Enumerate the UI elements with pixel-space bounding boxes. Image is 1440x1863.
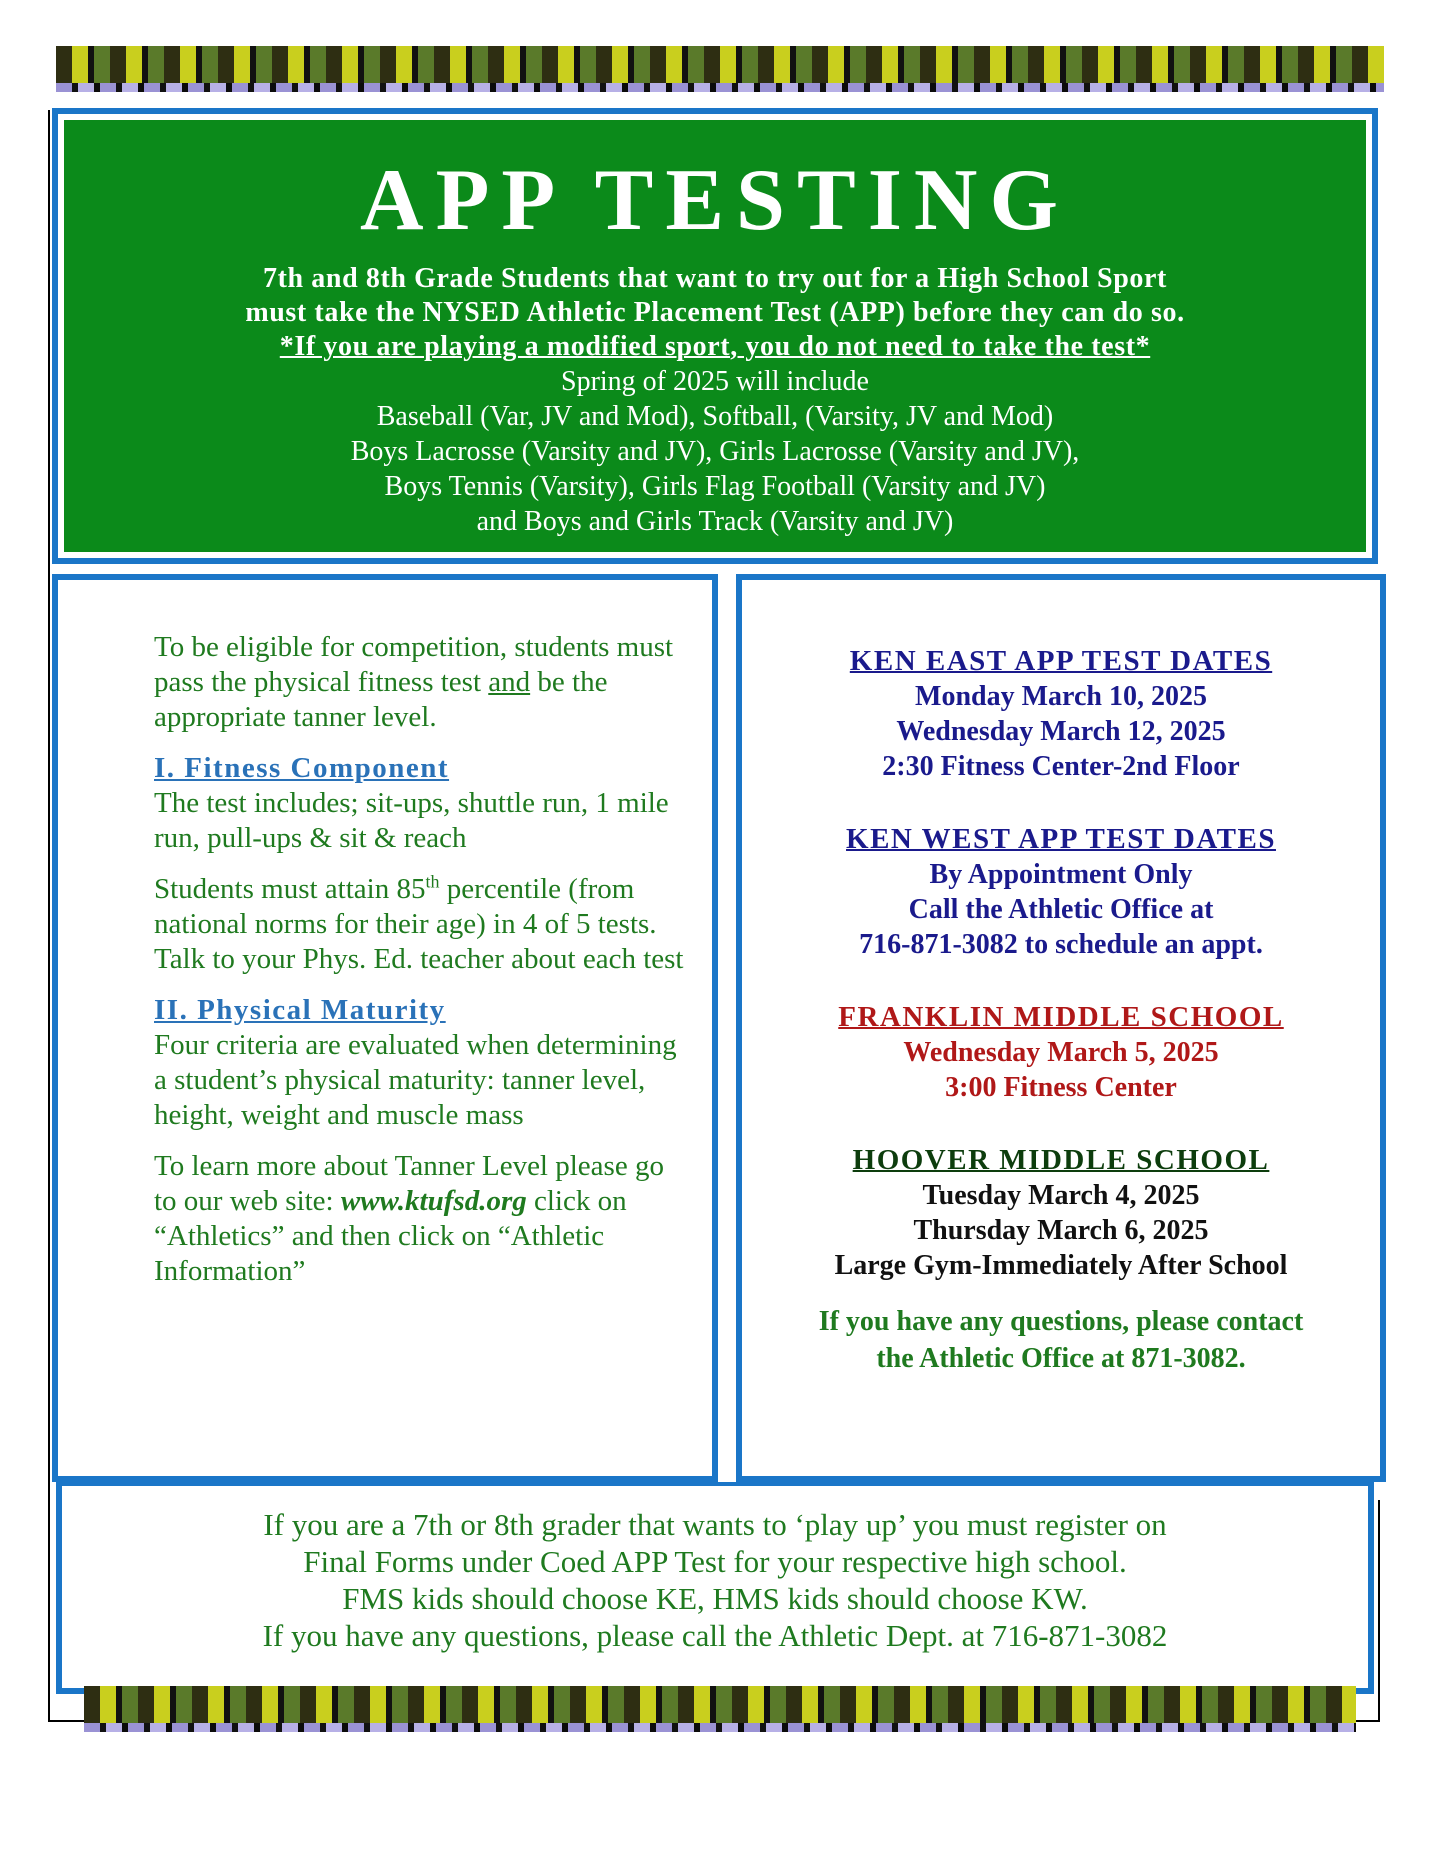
header-panel — [52, 108, 1378, 564]
sports-line: Boys Lacrosse (Varsity and JV), Girls Lacrosse (Varsity and JV), — [350, 436, 1080, 467]
sports-line: Boys Tennis (Varsity), Girls Flag Football (Varsity and JV) — [384, 471, 1046, 502]
fitness-heading: I. Fitness Component — [154, 752, 450, 784]
schedule-line: By Appointment Only — [929, 859, 1193, 890]
modified-sport-notice: *If you are playing a modified sport, you do not need to take the test* — [279, 331, 1151, 362]
page-title: APP TESTING — [360, 152, 1070, 249]
learn-more-text: To learn more about Tanner Level please go to our web site: www.ktufsd.org click on “Athletics” and then click on “Athletic Information” — [154, 1150, 664, 1287]
contact-line: the Athletic Office at 871-3082. — [876, 1343, 1246, 1374]
registration-panel — [56, 1482, 1374, 1694]
frame-line — [1378, 1500, 1380, 1722]
schedule-line: Wednesday March 5, 2025 — [903, 1037, 1219, 1068]
ken-east-dates — [742, 644, 1380, 784]
maturity-heading: II. Physical Maturity — [154, 994, 446, 1026]
test-dates-panel — [736, 574, 1386, 1482]
ken-west-heading: KEN WEST APP TEST DATES — [846, 823, 1276, 855]
hoover-heading: HOOVER MIDDLE SCHOOL — [852, 1144, 1270, 1176]
schedule-line: 2:30 Fitness Center-2nd Floor — [882, 751, 1240, 782]
franklin-heading: FRANKLIN MIDDLE SCHOOL — [838, 1001, 1284, 1033]
percentile-text: Students must attain 85th percentile (from national norms for their age) in 4 of 5 tests. Talk to your Phys. Ed. teacher about each test — [154, 871, 684, 975]
schedule-line: 716-871-3082 to schedule an appt. — [859, 929, 1263, 960]
ken-east-heading: KEN EAST APP TEST DATES — [849, 645, 1273, 677]
header-banner — [64, 120, 1366, 552]
schedule-line: Wednesday March 12, 2025 — [896, 716, 1226, 747]
frame-line — [48, 110, 50, 1722]
sports-line: and Boys and Girls Track (Varsity and JV) — [476, 506, 954, 537]
ken-west-dates — [742, 822, 1380, 962]
franklin-dates — [742, 1000, 1380, 1105]
footer-line: If you are a 7th or 8th grader that wants to ‘play up’ you must register on — [263, 1507, 1167, 1542]
schedule-line: Tuesday March 4, 2025 — [922, 1180, 1200, 1211]
schedule-line: Monday March 10, 2025 — [915, 681, 1207, 712]
schedule-line: 3:00 Fitness Center — [945, 1072, 1177, 1103]
schedule-line: Large Gym-Immediately After School — [834, 1250, 1288, 1281]
sports-line: Spring of 2025 will include — [561, 366, 869, 397]
footer-line: If you have any questions, please call the Athletic Dept. at 716-871-3082 — [262, 1618, 1168, 1653]
maturity-text: Four criteria are evaluated when determining a student’s physical maturity: tanner level, height, weight and muscle mass — [154, 1029, 677, 1131]
top-checker-border — [56, 46, 1384, 92]
contact-line: If you have any questions, please contact — [818, 1306, 1304, 1337]
hoover-dates — [742, 1143, 1380, 1283]
footer-line: Final Forms under Coed APP Test for your respective high school. — [303, 1544, 1127, 1579]
fitness-text: The test includes; sit-ups, shuttle run, 1 mile run, pull-ups & sit & reach — [154, 787, 669, 854]
footer-line: FMS kids should choose KE, HMS kids should choose KW. — [342, 1581, 1088, 1616]
schedule-line: Call the Athletic Office at — [908, 894, 1214, 925]
schedule-line: Thursday March 6, 2025 — [913, 1215, 1209, 1246]
bottom-checker-border — [84, 1686, 1356, 1732]
intro-line: must take the NYSED Athletic Placement Test (APP) before they can do so. — [245, 297, 1185, 328]
eligibility-panel — [52, 574, 718, 1482]
intro-line: 7th and 8th Grade Students that want to try out for a High School Sport — [263, 263, 1167, 294]
website-link[interactable]: www.ktufsd.org — [340, 1185, 527, 1217]
eligibility-text: To be eligible for competition, students must pass the physical fitness test and be the appropriate tanner level. — [154, 631, 674, 733]
sports-line: Baseball (Var, JV and Mod), Softball, (Varsity, JV and Mod) — [376, 401, 1054, 432]
